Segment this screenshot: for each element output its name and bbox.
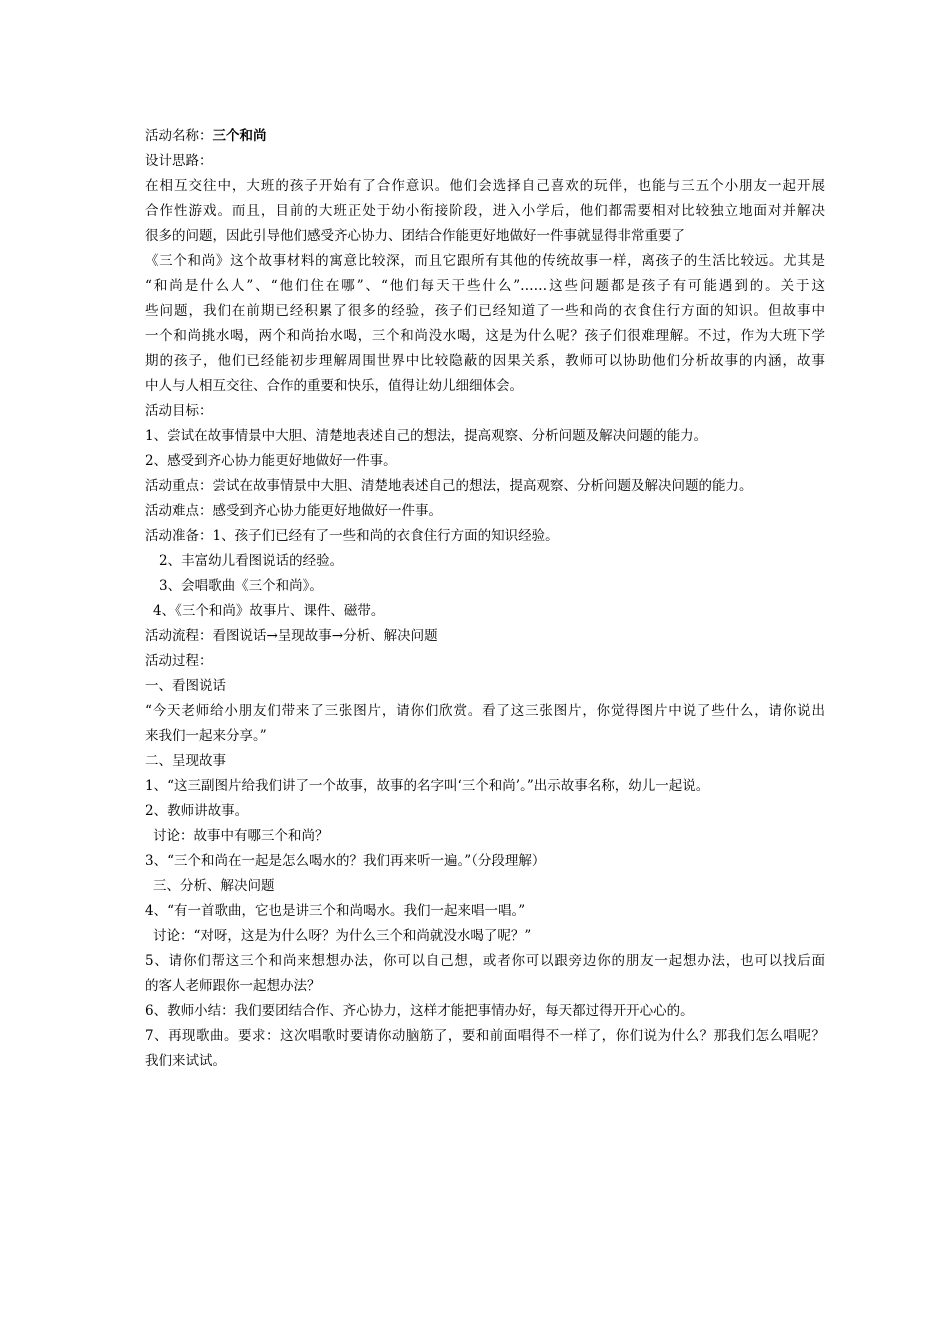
step-item: 3、“三个和尚在一起是怎么喝水的？我们再来听一遍。”（分段理解） xyxy=(145,853,546,869)
paragraph-line: 中人与人相互交往、合作的重要和快乐，值得让幼儿细细体会。 xyxy=(145,378,523,394)
paragraph-line: “和尚是什么人”、“他们住在哪”、“他们每天干些什么”……这些问题都是孩子有可能遇到的。关于这 xyxy=(145,278,825,294)
preparation-item: 2、丰富幼儿看图说话的经验。 xyxy=(159,553,344,569)
activity-flow-line: 活动流程：看图说话→呈现故事→分析、解决问题 xyxy=(145,628,438,644)
step-item: 6、教师小结：我们要团结合作、齐心协力，这样才能把事情办好，每天都过得开开心心的。 xyxy=(145,1003,694,1019)
section-heading: 二、呈现故事 xyxy=(145,753,226,769)
preparation-item: 3、会唱歌曲《三个和尚》。 xyxy=(159,578,323,594)
paragraph-line: 一个和尚挑水喝，两个和尚抬水喝，三个和尚没水喝，这是为什么呢？孩子们很难理解。不过，作为大班下学 xyxy=(145,328,825,344)
activity-name-label: 活动名称： xyxy=(145,128,213,144)
paragraph-line: 期的孩子，他们已经能初步理解周围世界中比较隐蔽的因果关系，教师可以协助他们分析故事的内涵，故事 xyxy=(145,353,825,369)
paragraph-line: 些问题，我们在前期已经积累了很多的经验，孩子们已经知道了一些和尚的衣食住行方面的知识。但故事中 xyxy=(145,303,825,319)
section-heading: 一、看图说话 xyxy=(145,678,226,694)
discussion-line: 讨论：故事中有哪三个和尚？ xyxy=(153,828,329,844)
paragraph-line: 在相互交往中，大班的孩子开始有了合作意识。他们会选择自己喜欢的玩伴，也能与三五个小朋友一起开展 xyxy=(145,178,825,194)
activity-name-line xyxy=(145,124,825,149)
paragraph-line: 我们来试试。 xyxy=(145,1053,226,1069)
key-point-line: 活动重点：尝试在故事情景中大胆、清楚地表述自己的想法，提高观察、分析问题及解决问题的能力。 xyxy=(145,478,753,494)
document-page xyxy=(145,124,825,1074)
preparation-item: 4、《三个和尚》故事片、课件、磁带。 xyxy=(153,603,385,619)
paragraph-line: 的客人老师跟你一起想办法？ xyxy=(145,978,321,994)
step-item: 7、再现歌曲。要求：这次唱歌时要请你动脑筋了，要和前面唱得不一样了，你们说为什么？那我们怎么唱呢？ xyxy=(145,1028,825,1044)
goal-item: 1、尝试在故事情景中大胆、清楚地表述自己的想法，提高观察、分析问题及解决问题的能力。 xyxy=(145,428,708,444)
activity-goals-heading: 活动目标： xyxy=(145,403,213,419)
discussion-line: 讨论：“对呀，这是为什么呀？为什么三个和尚就没水喝了呢？” xyxy=(153,928,532,944)
step-item: 2、教师讲故事。 xyxy=(145,803,249,819)
paragraph-line: 来我们一起来分享。” xyxy=(145,728,267,744)
difficulty-line: 活动难点：感受到齐心协力能更好地做好一件事。 xyxy=(145,503,442,519)
step-item: 1、“这三副图片给我们讲了一个故事，故事的名字叫‘三个和尚’。”出示故事名称，幼儿一起说。 xyxy=(145,778,710,794)
step-item: 5、请你们帮这三个和尚来想想办法，你可以自己想，或者你可以跟旁边你的朋友一起想办法，也可以找后面 xyxy=(145,953,825,969)
activity-process-heading: 活动过程： xyxy=(145,653,213,669)
paragraph-line: 合作性游戏。而且，目前的大班正处于幼小衔接阶段，进入小学后，他们都需要相对比较独立地面对并解决 xyxy=(145,203,825,219)
activity-name-value: 三个和尚 xyxy=(212,128,267,144)
paragraph-line: 《三个和尚》这个故事材料的寓意比较深，而且它跟所有其他的传统故事一样，离孩子的生活比较远。尤其是 xyxy=(145,253,825,269)
design-idea-heading: 设计思路： xyxy=(145,153,213,169)
step-item: 4、“有一首歌曲，它也是讲三个和尚喝水。我们一起来唱一唱。” xyxy=(145,903,526,919)
preparation-line: 活动准备：1、孩子们已经有了一些和尚的衣食住行方面的知识经验。 xyxy=(145,528,559,544)
paragraph-line: “今天老师给小朋友们带来了三张图片，请你们欣赏。看了这三张图片，你觉得图片中说了些什么，请你说出 xyxy=(145,703,825,719)
paragraph-line: 很多的问题，因此引导他们感受齐心协力、团结合作能更好地做好一件事就显得非常重要了 xyxy=(145,228,685,244)
goal-item: 2、感受到齐心协力能更好地做好一件事。 xyxy=(145,453,397,469)
section-heading: 三、分析、解决问题 xyxy=(153,878,275,894)
